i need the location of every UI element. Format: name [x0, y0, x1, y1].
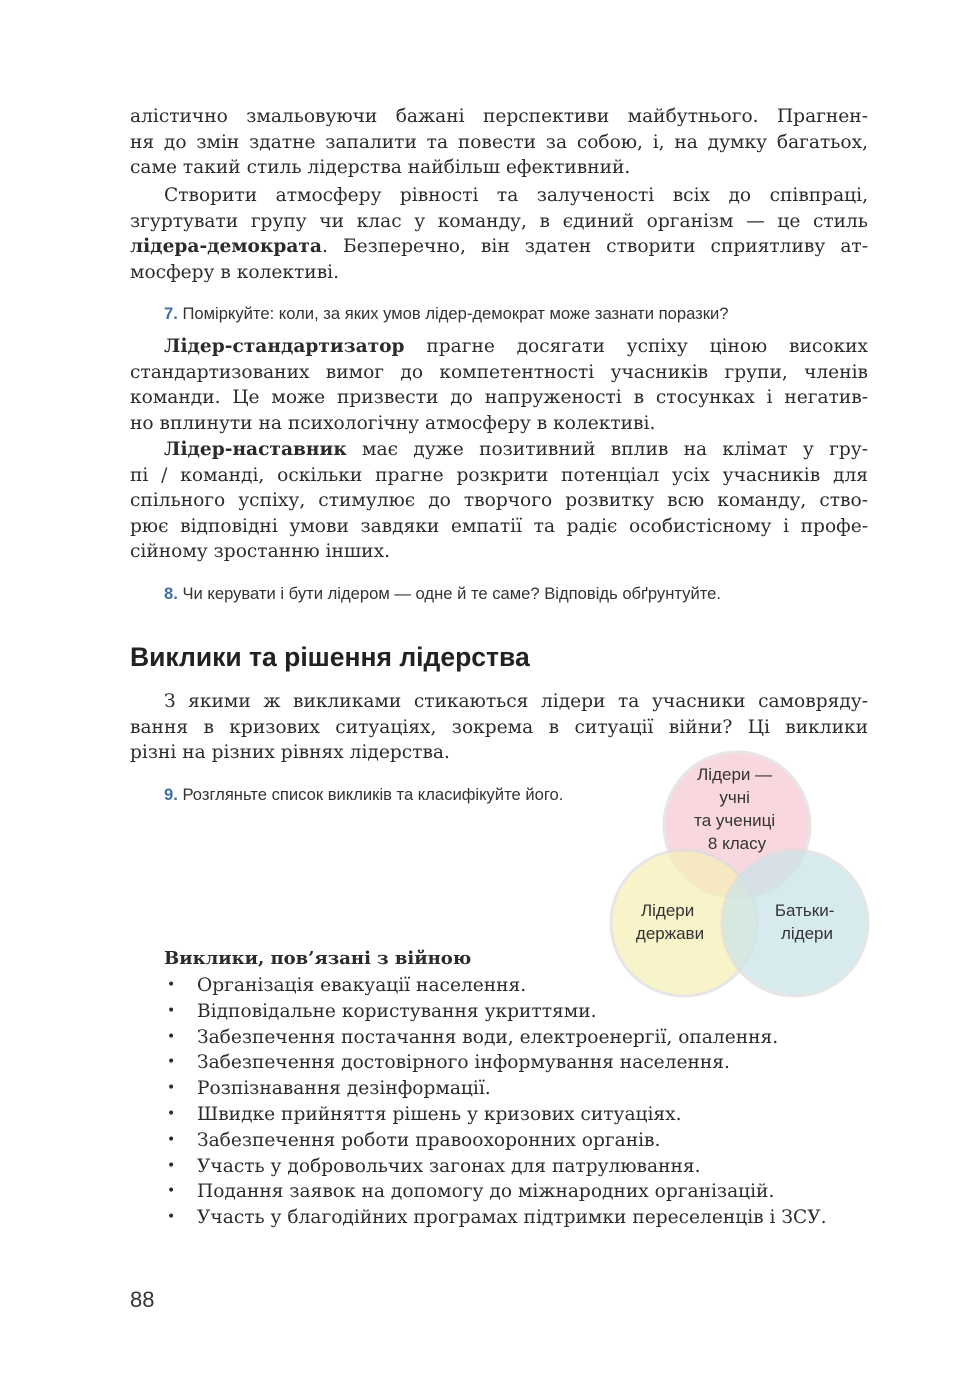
challenges-list	[164, 973, 868, 1231]
list-item	[164, 1154, 868, 1180]
question-7	[164, 303, 728, 325]
list-item	[164, 999, 868, 1025]
bullet-icon: •	[167, 977, 176, 993]
list-item-text: Відповідальне користування укриттями.	[197, 1000, 597, 1022]
text-line: різні на різних рівнях лідерства.	[130, 742, 450, 764]
venn-label-line: та учениці	[694, 811, 776, 830]
paragraph-mentor	[130, 437, 868, 565]
text-line: рює відповідні умови завдяки емпатії та радіє особистісному і профе-	[130, 515, 868, 537]
venn-label-line: Лідери	[641, 901, 695, 920]
list-item	[164, 1076, 868, 1102]
text-line: сійному зростанню інших.	[130, 541, 390, 563]
question-text: Чи керувати і бути лідером — одне й те саме? Відповідь обґрунтуйте.	[177, 584, 721, 603]
list-item-text: Розпізнавання дезінформації.	[197, 1078, 491, 1100]
text-line: ня до змін здатне запалити та повести за собою, і, на думку багатьох,	[130, 131, 868, 153]
question-number: 9.	[164, 785, 178, 804]
text-line: команди. Це може призвести до напруженості в стосунках і негатив-	[130, 387, 868, 409]
text-fragment: прагне досягати успіху ціною високих	[404, 336, 868, 357]
list-item	[164, 1205, 868, 1231]
list-item-text: Швидке прийняття рішень у кризових ситуаціях.	[197, 1103, 682, 1125]
venn-label-line: Лідери —	[697, 765, 773, 784]
text-line: но вплинути на психологічну атмосферу в колективі.	[130, 412, 656, 434]
question-8	[164, 583, 721, 605]
list-item-text: Участь у благодійних програмах підтримки переселенців і ЗСУ.	[197, 1207, 827, 1229]
list-item-text: Подання заявок на допомогу до міжнародних організацій.	[197, 1181, 775, 1203]
text-line: мосферу в колективі.	[130, 261, 340, 283]
text-line	[130, 437, 868, 463]
page-number: 88	[130, 1287, 155, 1312]
section-title: Виклики та рішення лідерства	[130, 642, 530, 672]
question-number: 7.	[164, 304, 178, 323]
text-line: спільного успіху, стимулює до творчого розвитку всю команду, ство-	[130, 490, 868, 512]
list-item-text: Забезпечення постачання води, електроенергії, опалення.	[197, 1026, 779, 1048]
venn-label-line: лідери	[780, 924, 834, 943]
text-line: Створити атмосферу рівності та залученості всіх до співпраці,	[164, 185, 868, 206]
paragraph-standardizer	[130, 334, 868, 436]
list-item-text: Забезпечення роботи правоохоронних органів.	[197, 1129, 661, 1151]
list-item	[164, 1050, 868, 1076]
list-item	[164, 1102, 868, 1128]
list-item-text: Участь у добровольчих загонах для патрулювання.	[197, 1155, 701, 1177]
text-line	[130, 334, 868, 360]
list-item	[164, 1179, 868, 1205]
venn-label-line: держави	[635, 924, 705, 943]
bullet-icon: •	[167, 1183, 176, 1200]
bullet-icon: •	[167, 1054, 176, 1071]
list-item	[164, 1128, 868, 1154]
question-text: Розгляньте список викликів та класифікуйте його.	[177, 785, 564, 804]
bullet-icon: •	[167, 1080, 176, 1097]
bullet-icon: •	[167, 1028, 176, 1045]
text-fragment: має дуже позитивний вплив на клімат у гру-	[346, 439, 868, 460]
list-item	[164, 973, 868, 999]
bullet-icon: •	[167, 1157, 176, 1174]
paragraph-intro-continuation	[130, 104, 868, 181]
question-9	[164, 784, 563, 806]
list-title: Виклики, пов’язані з війною	[164, 948, 472, 969]
bullet-icon: •	[167, 1105, 176, 1122]
text-line	[130, 234, 868, 260]
question-text: Поміркуйте: коли, за яких умов лідер-демократ може зазнати поразки?	[177, 304, 729, 323]
paragraph-democrat	[130, 183, 868, 285]
bullet-icon: •	[167, 1131, 176, 1148]
text-fragment: . Безперечно, він здатен створити сприятливу ат-	[321, 236, 868, 258]
term-mentor: Лідер-наставник	[164, 439, 347, 460]
question-number: 8.	[164, 584, 178, 603]
list-item	[164, 1025, 868, 1051]
term-standardizer: Лідер-стандартизатор	[164, 336, 405, 357]
text-line: стандартизованих вимог до компетентності учасників групи, членів	[130, 361, 868, 383]
venn-label-line: учні	[719, 788, 750, 807]
venn-label-line: 8 класу	[707, 834, 767, 853]
text-line: саме такий стиль лідерства найбільш ефективний.	[130, 157, 631, 179]
bullet-icon: •	[167, 1209, 176, 1226]
text-line: алістично змальовуючи бажані перспективи майбутнього. Прагнен-	[130, 106, 868, 127]
text-line: згуртувати групу чи клас у команду, в єдиний організм — це стиль	[130, 210, 868, 232]
list-item-text: Організація евакуації населення.	[197, 975, 527, 996]
venn-diagram	[600, 740, 875, 1005]
bullet-icon: •	[167, 1002, 176, 1019]
venn-label-line: Батьки-	[774, 901, 835, 920]
list-item-text: Забезпечення достовірного інформування населення.	[197, 1052, 730, 1074]
term-democrat: лідера-демократа	[130, 236, 322, 258]
text-line: пі / команді, оскільки прагне розкрити потенціал усіх учасників для	[130, 464, 868, 486]
text-line: З якими ж викликами стикаються лідери та учасники самовряду-	[164, 691, 868, 712]
text-line: вання в кризових ситуаціях, зокрема в ситуації війни? Ці виклики	[130, 716, 868, 738]
